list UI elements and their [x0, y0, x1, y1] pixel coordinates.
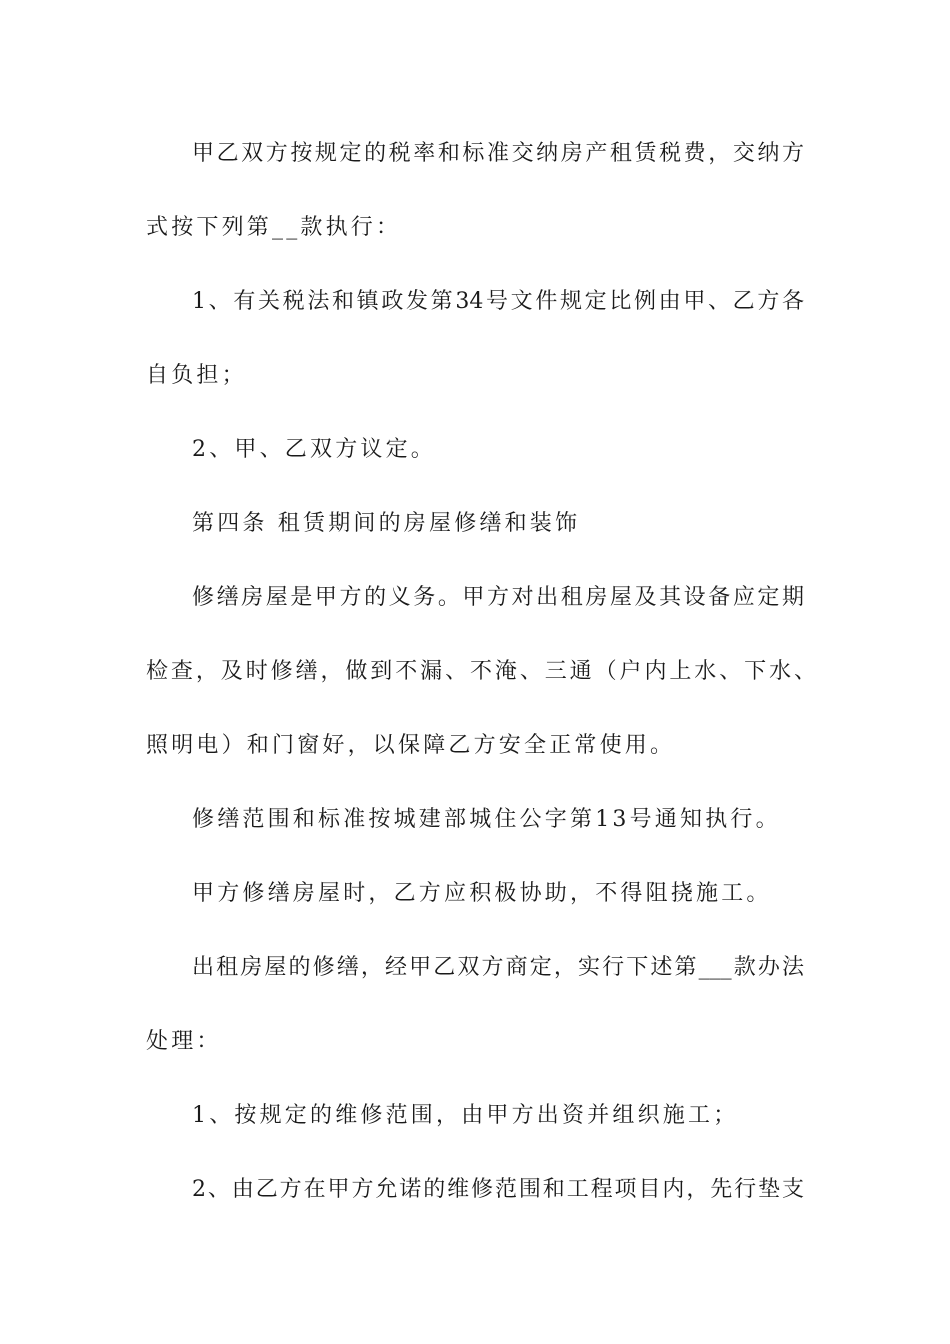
repair-method-line-1: 出租房屋的修缮，经甲乙双方商定，实行下述第___款办法	[192, 955, 804, 980]
article-4-heading: 第四条 租赁期间的房屋修缮和装饰	[192, 511, 581, 536]
repair-method-line-2: 处理：	[146, 1029, 222, 1054]
tax-option-1-line-2: 自负担；	[146, 363, 247, 388]
repair-duty-line-2: 检查，及时修缮，做到不漏、不淹、三通（户内上水、下水、	[146, 659, 816, 684]
repair-duty-line-1: 修缮房屋是甲方的义务。甲方对出租房屋及其设备应定期	[192, 585, 804, 610]
repair-cooperation-paragraph: 甲方修缮房屋时，乙方应积极协助，不得阻挠施工。	[192, 881, 772, 906]
tax-option-2: 2、甲、乙双方议定。	[192, 437, 436, 462]
repair-scope-paragraph: 修缮范围和标准按城建部城住公字第13号通知执行。	[192, 807, 781, 832]
repair-option-2-line-1: 2、由乙方在甲方允诺的维修范围和工程项目内，先行垫支	[192, 1177, 804, 1202]
paragraph-tax-line-2: 式按下列第__款执行：	[146, 215, 402, 240]
repair-option-1: 1、按规定的维修范围，由甲方出资并组织施工；	[192, 1103, 739, 1128]
tax-option-1-line-1: 1、有关税法和镇政发第34号文件规定比例由甲、乙方各	[192, 289, 804, 314]
repair-duty-line-3: 照明电）和门窗好，以保障乙方安全正常使用。	[146, 733, 676, 758]
paragraph-tax-line-1: 甲乙双方按规定的税率和标准交纳房产租赁税费，交纳方	[192, 141, 804, 166]
